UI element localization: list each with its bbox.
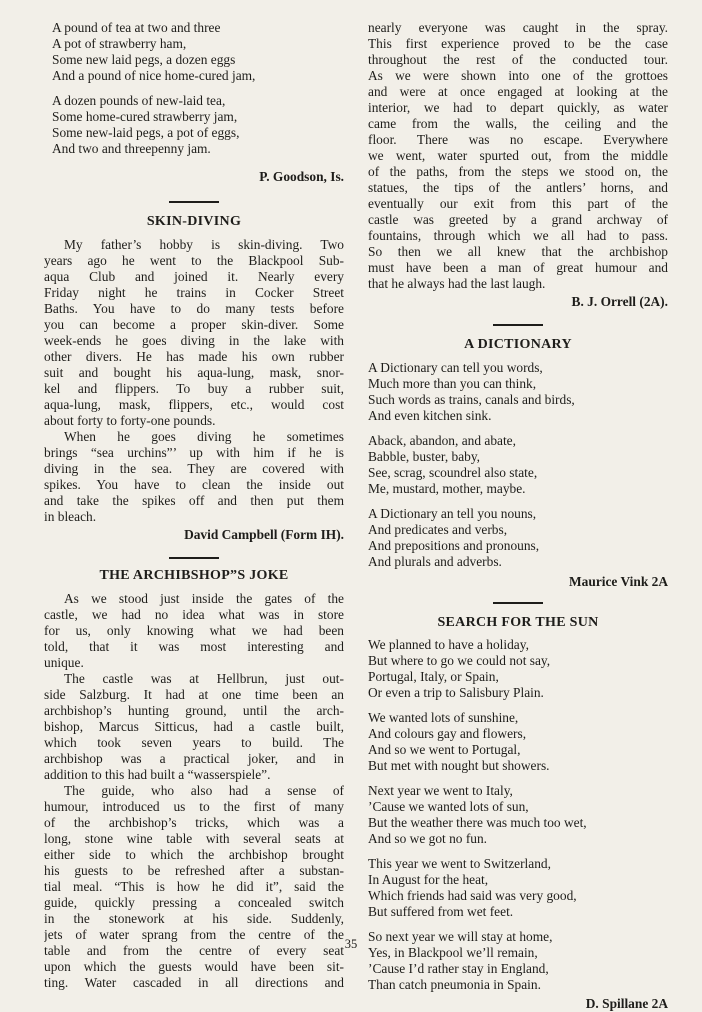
verse-line: Me, mustard, mother, maybe. — [368, 481, 526, 496]
verse-line: In August for the heat, — [368, 872, 489, 887]
verse-line: And two and threepenny jam. — [52, 141, 211, 156]
text-line: Friday night he trains in Cocker Street — [44, 285, 344, 300]
verse-line: But met with nought but showers. — [368, 758, 550, 773]
text-line: that he always had the last laugh. — [368, 276, 546, 291]
verse-line: A dozen pounds of new-laid tea, — [52, 93, 226, 108]
text-line: side Salzburg. It had at one time been an — [44, 687, 344, 702]
text-line: The castle was at Hellbrun, just out- — [64, 671, 344, 686]
article-title: SKIN-DIVING — [146, 214, 242, 229]
verse-line: A Dictionary an tell you nouns, — [368, 506, 537, 521]
verse-line: Babble, buster, baby, — [368, 449, 481, 464]
section-divider — [493, 324, 543, 326]
text-line: brings “sea urchins”’ up with him if he is — [44, 445, 344, 460]
text-line: you can become a proper skin-diver. Some — [44, 317, 344, 332]
verse-line: And even kitchen sink. — [368, 408, 492, 423]
poem-stanza — [368, 637, 668, 701]
verse-line: And prepositions and pronouns, — [368, 538, 540, 553]
verse-line: Some home-cured strawberry jam, — [52, 109, 238, 124]
text-line: throughout the rest of the conducted tour. — [368, 52, 668, 67]
verse-line: Or even a trip to Salisbury Plain. — [368, 685, 544, 700]
verse-line: See, scrag, scoundrel also state, — [368, 465, 538, 480]
section-divider — [169, 201, 219, 203]
poem-stanza — [368, 360, 668, 424]
text-line: upon which the guests would have been sit- — [44, 959, 344, 974]
text-line: long, stone wine table with several seats at — [44, 831, 344, 846]
text-line: aqua Club and joined it. Nearly every — [44, 269, 344, 284]
verse-line: So next year we will stay at home, — [368, 929, 553, 944]
poem-stanza — [368, 506, 668, 570]
verse-line: Which friends had said was very good, — [368, 888, 577, 903]
text-line: about forty to forty-one pounds. — [44, 413, 216, 428]
text-line: of the paths, from the steps we stood on, the — [368, 164, 668, 179]
poem-stanza — [368, 783, 668, 847]
article-continuation — [368, 20, 668, 310]
verse-line: Some new laid pegs, a dozen eggs — [52, 52, 236, 67]
author-byline: Maurice Vink 2A — [569, 574, 668, 589]
text-line: either side to which the archbishop brought — [44, 847, 344, 862]
article-archbishop-joke — [44, 567, 344, 991]
article-skin-diving — [44, 213, 344, 543]
text-line: This first experience proved to be the case — [368, 36, 668, 51]
text-line: table and from the centre of every seat — [44, 943, 344, 958]
text-line: came from the walls, the ceiling and the — [368, 116, 668, 131]
text-line: ting. Water cascaded in all directions and — [44, 975, 344, 990]
author-byline: D. Spillane 2A — [585, 996, 668, 1011]
text-line: So then we all knew that the archbishop — [368, 244, 668, 259]
text-line: guide, quickly pressing a concealed switch — [44, 895, 344, 910]
verse-line: Aback, abandon, and abate, — [368, 433, 516, 448]
text-line: in bleach. — [44, 509, 97, 524]
text-line: and take the spikes off and then put them — [44, 493, 344, 508]
article-title: THE ARCHIBSHOP”S JOKE — [99, 568, 289, 583]
verse-line: And a pound of nice home-cured jam, — [52, 68, 256, 83]
verse-line: Much more than you can think, — [368, 376, 537, 391]
right-column — [368, 20, 668, 1012]
poem-top — [44, 20, 344, 185]
text-line: aqua-lung, mask, flippers, etc., would cost — [44, 397, 344, 412]
text-line: we went, water spurted out, from the middle — [368, 148, 668, 163]
text-line: archbishop’s hunting ground, until the arch- — [44, 703, 344, 718]
poem-stanza — [368, 433, 668, 497]
text-line: castle, we had no idea what was in store — [44, 607, 344, 622]
text-line: must have been a man of great humour and — [368, 260, 668, 275]
poem-search-for-the-sun — [368, 614, 668, 1012]
text-line: diving in the sea. They are covered with — [44, 461, 344, 476]
text-line: kel and flippers. To buy a rubber suit, — [44, 381, 344, 396]
verse-line: We wanted lots of sunshine, — [368, 710, 519, 725]
text-line: bishop, Marcus Sitticus, had a castle built, — [44, 719, 344, 734]
text-line: castle was greeted by a grand archway of — [368, 212, 668, 227]
verse-line: But the weather there was much too wet, — [368, 815, 587, 830]
text-line: tial meal. “This is how he did it”, said the — [44, 879, 344, 894]
text-line: eventually our exit from this part of the — [368, 196, 668, 211]
text-line: When he goes diving he sometimes — [64, 429, 344, 444]
verse-line: We planned to have a holiday, — [368, 637, 529, 652]
text-line: which took seven years to build. The — [44, 735, 344, 750]
poem-stanza — [44, 20, 344, 84]
paragraph — [44, 237, 344, 429]
author-byline: B. J. Orrell (2A). — [571, 294, 668, 309]
left-column — [44, 20, 344, 991]
text-line: Baths. You have to do many tests before — [44, 301, 344, 316]
text-line: As we stood just inside the gates of the — [64, 591, 344, 606]
text-line: unique. — [44, 655, 84, 670]
poem-title: A DICTIONARY — [464, 337, 572, 352]
author-byline: David Campbell (Form IH). — [184, 527, 344, 542]
verse-line: ’Cause I’d rather stay in England, — [368, 961, 549, 976]
paragraph — [44, 591, 344, 671]
text-line: his guests to be refreshed after a substan- — [44, 863, 344, 878]
verse-line: A pot of strawberry ham, — [52, 36, 187, 51]
paragraph — [44, 429, 344, 525]
text-line: told, that it was most interesting and — [44, 639, 344, 654]
verse-line: Some new-laid pegs, a pot of eggs, — [52, 125, 240, 140]
text-line: other divers. He has made his own rubber — [44, 349, 344, 364]
text-line: fountains, through which we all had to pass. — [368, 228, 668, 243]
text-line: statues, the tips of the antlers’ horns, and — [368, 180, 668, 195]
author-byline: P. Goodson, Is. — [259, 169, 344, 184]
verse-line: But where to go we could not say, — [368, 653, 551, 668]
page-number: 35 — [344, 937, 358, 951]
text-line: in the stonework at his side. Suddenly, — [44, 911, 344, 926]
text-line: As we were shown into one of the grottoes — [368, 68, 668, 83]
verse-line: Yes, in Blackpool we’ll remain, — [368, 945, 538, 960]
verse-line: And so we got no fun. — [368, 831, 488, 846]
poem-title: SEARCH FOR THE SUN — [437, 615, 599, 630]
poem-stanza — [368, 856, 668, 920]
poem-dictionary — [368, 336, 668, 590]
text-line: nearly everyone was caught in the spray. — [368, 20, 668, 35]
verse-line: And predicates and verbs, — [368, 522, 508, 537]
text-line: archbishop was a practical joker, and in — [44, 751, 344, 766]
poem-stanza — [44, 93, 344, 157]
verse-line: Next year we went to Italy, — [368, 783, 513, 798]
text-line: jets of water sprang from the centre of the — [44, 927, 344, 942]
text-line: My father’s hobby is skin-diving. Two — [64, 237, 344, 252]
verse-line: This year we went to Switzerland, — [368, 856, 551, 871]
paragraph — [44, 671, 344, 783]
text-line: suit and bought his aqua-lung, mask, snor- — [44, 365, 344, 380]
section-divider — [169, 557, 219, 559]
text-line: addition to this had built a “wasserspiele”. — [44, 767, 271, 782]
verse-line: ’Cause we wanted lots of sun, — [368, 799, 529, 814]
text-line: floor. There was no escape. Everywhere — [368, 132, 668, 147]
verse-line: And so we went to Portugal, — [368, 742, 521, 757]
text-line: week-ends he goes diving in the lake with — [44, 333, 344, 348]
verse-line: Portugal, Italy, or Spain, — [368, 669, 499, 684]
text-line: humour, introduced us to the first of many — [44, 799, 344, 814]
text-line: interior, we had to depart quickly, as water — [368, 100, 668, 115]
text-line: The guide, who also had a sense of — [64, 783, 344, 798]
poem-stanza — [368, 710, 668, 774]
text-line: of the archbishop’s tricks, which was a — [44, 815, 344, 830]
verse-line: A Dictionary can tell you words, — [368, 360, 543, 375]
verse-line: Such words as trains, canals and birds, — [368, 392, 575, 407]
text-line: for us, only knowing what we had been — [44, 623, 344, 638]
text-line: and were at once engaged at looking at the — [368, 84, 668, 99]
verse-line: And colours gay and flowers, — [368, 726, 527, 741]
text-line: spikes. You have to clean the inside out — [44, 477, 344, 492]
section-divider — [493, 602, 543, 604]
paragraph — [44, 783, 344, 991]
text-line: years ago he went to the Blackpool Sub- — [44, 253, 344, 268]
verse-line: But suffered from wet feet. — [368, 904, 514, 919]
verse-line: A pound of tea at two and three — [52, 20, 221, 35]
verse-line: And plurals and adverbs. — [368, 554, 502, 569]
verse-line: Than catch pneumonia in Spain. — [368, 977, 541, 992]
